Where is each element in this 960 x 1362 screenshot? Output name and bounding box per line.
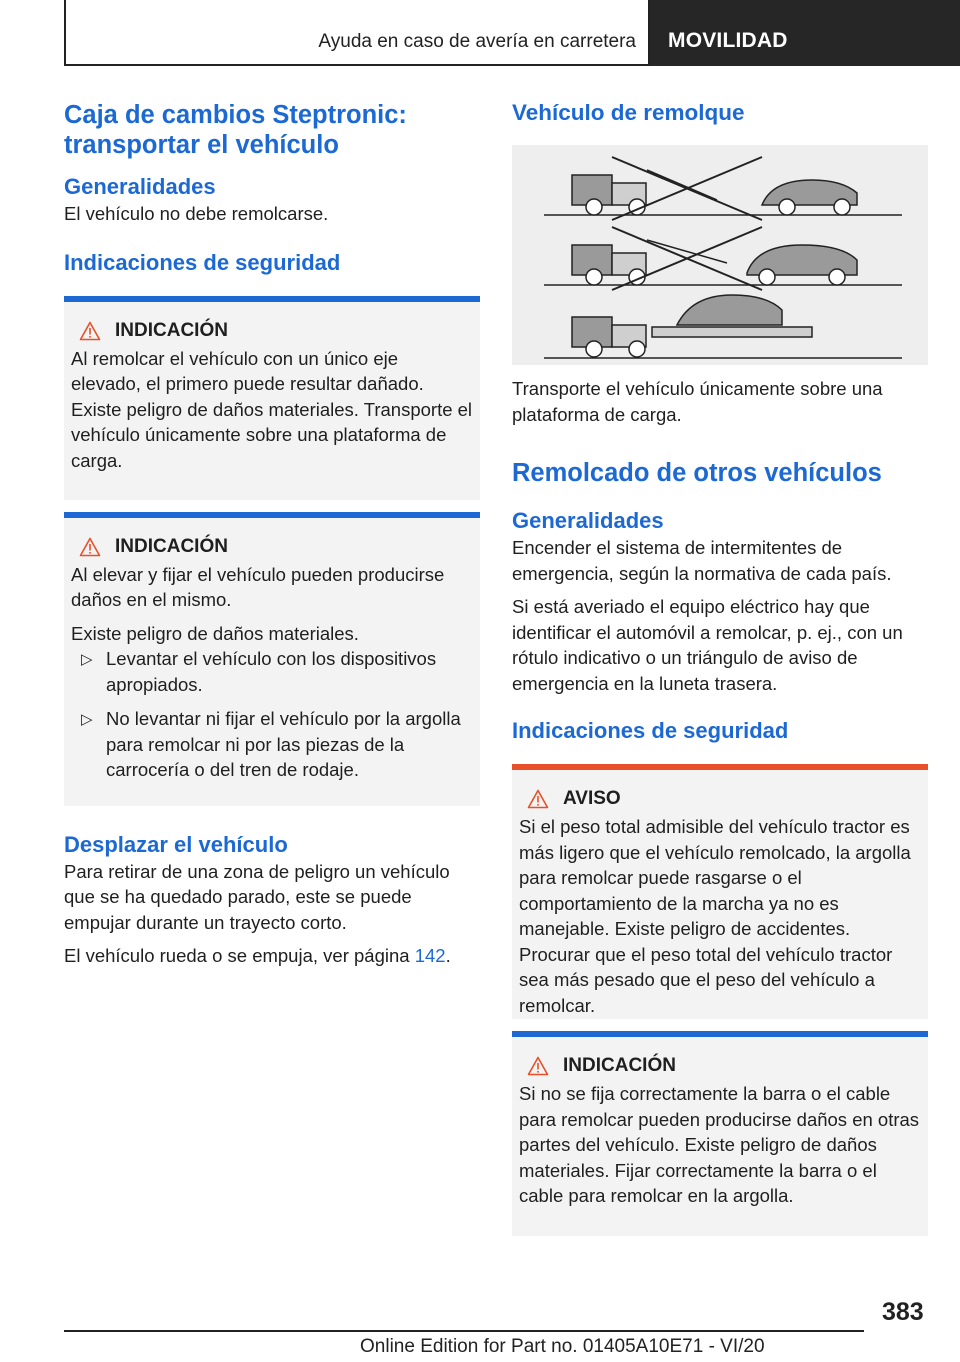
notice-text: Si el peso total admisible del vehículo tractor es más ligero que el vehículo remolcado, la argolla para remolcar puede rasgarse o el comportamiento de la marcha ya no es manejable. Existe peligro de accidentes. Procurar que el peso total del vehículo tractor sea más pesado que el peso del vehículo a remolcar. (519, 816, 911, 1016)
left-notice-2 (64, 512, 480, 806)
right-notice-1 (512, 764, 928, 1019)
move-heading: Desplazar el vehículo (64, 831, 288, 857)
move-text-1: Para retirar de una zona de peligro un vehículo que se ha quedado parado, este se puede empujar durante un trayecto corto. (64, 860, 450, 933)
steptronic-title: Caja de cambios Steptronic: transportar el vehículo (64, 101, 407, 159)
towing-diagram-image (512, 145, 928, 365)
move-text-2-suffix: . (445, 945, 451, 966)
list-item (71, 646, 473, 697)
notice-text-1: Al elevar y fijar el vehículo pueden producirse daños en el mismo. (71, 563, 445, 610)
page-number: 383 (882, 1298, 924, 1326)
warning-triangle-icon (79, 537, 101, 557)
left-safety-heading: Indicaciones de seguridad (64, 249, 341, 275)
warning-triangle-icon (527, 789, 549, 809)
header-chapter-tab (650, 0, 960, 66)
footer-rule (64, 1330, 864, 1332)
towing-illustration (512, 145, 928, 365)
left-notice-1 (64, 296, 480, 500)
left-general-heading: Generalidades (64, 174, 216, 199)
notice-title (527, 1055, 921, 1077)
right-safety-heading: Indicaciones de seguridad (512, 718, 789, 743)
right-notice-2 (512, 1031, 928, 1236)
left-column (64, 100, 480, 969)
move-text-2 (64, 943, 480, 969)
notice-text-2: Existe peligro de daños materiales. (71, 622, 359, 644)
list-item-text: No levantar ni fijar el vehículo por la argolla para remolcar ni por las piezas de la carrocería o del tren de rodaje. (106, 708, 461, 780)
move-text-2-prefix: El vehículo rueda o se empuja, ver página (64, 945, 415, 966)
footer-edition: Online Edition for Part no. 01405A10E71 - VI/20 (360, 1336, 765, 1357)
notice-label: INDICACIÓN (115, 535, 228, 557)
notice-title (527, 788, 921, 810)
right-general-heading: Generalidades (512, 508, 664, 533)
page-link[interactable]: 142 (414, 945, 446, 966)
warning-triangle-icon (79, 321, 101, 341)
header-section-title: Ayuda en caso de avería en carretera (318, 31, 636, 52)
list-item-text: Levantar el vehículo con los dispositivos apropiados. (106, 648, 437, 695)
header-section-frame (64, 0, 650, 66)
right-column (512, 100, 928, 1236)
notice-text: Al remolcar el vehículo con un único eje elevado, el primero puede resultar dañado. Existe peligro de daños materiales. Transporte el vehículo únicamente sobre una plataforma de carga. (71, 347, 473, 471)
tow-caption: Transporte el vehículo únicamente sobre una plataforma de carga. (512, 378, 883, 425)
warning-triangle-icon (527, 1056, 549, 1076)
notice-bullet-list (71, 646, 473, 783)
tow-heading: Vehículo de remolque (512, 100, 745, 125)
notice-text: Si no se fija correctamente la barra o el cable para remolcar pueden producirse daños en otras partes del vehículo. Existe peligro de daños materiales. Fijar correctamente la barra o el cable para remolcar en la argolla. (519, 1083, 920, 1206)
notice-label: INDICACIÓN (115, 319, 228, 341)
right-general-text-2: Si está averiado el equipo eléctrico hay que identificar el automóvil a remolcar, p. ej., con un rótulo indicativo o un triángulo de aviso de emergencia en la luneta trasera. (512, 596, 903, 694)
list-item (71, 706, 473, 783)
notice-label: AVISO (563, 788, 621, 809)
notice-label: INDICACIÓN (563, 1055, 676, 1076)
notice-title (79, 536, 473, 558)
header-chapter-label: MOVILIDAD (668, 29, 788, 52)
left-general-text: El vehículo no debe remolcarse. (64, 203, 329, 224)
notice-title (79, 320, 473, 342)
right-general-text-1: Encender el sistema de intermitentes de emergencia, según la normativa de cada país. (512, 537, 892, 584)
bullet-triangle-icon: ▷ (81, 651, 93, 668)
other-vehicles-title: Remolcado de otros vehículos (512, 459, 882, 487)
bullet-triangle-icon: ▷ (81, 711, 93, 728)
